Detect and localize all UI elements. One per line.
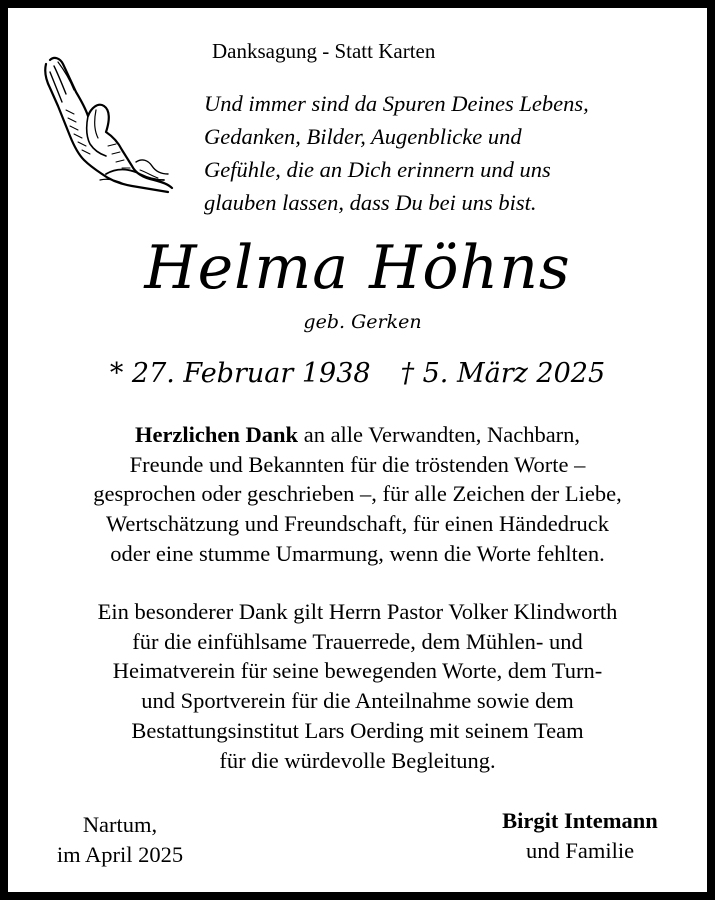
- thanks-line: gesprochen oder geschrieben –, für alle Zeichen der Liebe,: [93, 481, 622, 507]
- special-thanks-line: Heimatverein für seine bewegenden Worte, dem Turn-: [112, 658, 603, 684]
- thanks-paragraph: [0, 420, 715, 569]
- signature-block: [470, 806, 690, 866]
- praying-hands-icon: [36, 50, 186, 200]
- place-date: [40, 810, 200, 870]
- birth-date: * 27. Februar 1938: [109, 358, 371, 389]
- poem-line: Gedanken, Bilder, Augenblicke und: [204, 124, 522, 149]
- special-thanks-line: und Sportverein für die Anteilnahme sowie dem: [141, 688, 574, 714]
- date: im April 2025: [56, 842, 184, 867]
- thanks-line: oder eine stumme Umarmung, wenn die Worte fehlten.: [110, 540, 605, 566]
- thanks-lead: Herzlichen Dank: [134, 422, 299, 447]
- life-dates: [0, 356, 715, 392]
- page-title: Danksagung - Statt Karten: [212, 39, 436, 63]
- place: Nartum,: [82, 812, 158, 837]
- thanks-line: [0, 420, 715, 450]
- signer-suffix: und Familie: [525, 838, 635, 863]
- deceased-name: Helma Höhns: [144, 233, 571, 303]
- thanks-lead-rest: an alle Verwandten, Nachbarn,: [298, 422, 581, 447]
- poem-line: glauben lassen, dass Du bei uns bist.: [204, 190, 537, 215]
- signer-name: Birgit Intemann: [502, 808, 658, 833]
- special-thanks-paragraph: [0, 597, 715, 775]
- poem: [204, 87, 694, 219]
- special-thanks-line: für die würdevolle Begleitung.: [219, 747, 496, 773]
- poem-line: Und immer sind da Spuren Deines Lebens,: [204, 91, 589, 116]
- special-thanks-line: Bestattungsinstitut Lars Oerding mit seinem Team: [131, 717, 584, 743]
- death-date: † 5. März 2025: [400, 358, 606, 389]
- poem-line: Gefühle, die an Dich erinnern und uns: [204, 157, 551, 182]
- birth-name: geb. Gerken: [303, 311, 422, 333]
- special-thanks-line: Ein besonderer Dank gilt Herrn Pastor Volker Klindworth: [97, 599, 618, 624]
- special-thanks-line: für die einfühlsame Trauerrede, dem Mühlen- und: [132, 628, 583, 654]
- thanks-line: Wertschätzung und Freundschaft, für einen Händedruck: [105, 511, 609, 537]
- thanks-line: Freunde und Bekannten für die tröstenden Worte –: [129, 451, 586, 477]
